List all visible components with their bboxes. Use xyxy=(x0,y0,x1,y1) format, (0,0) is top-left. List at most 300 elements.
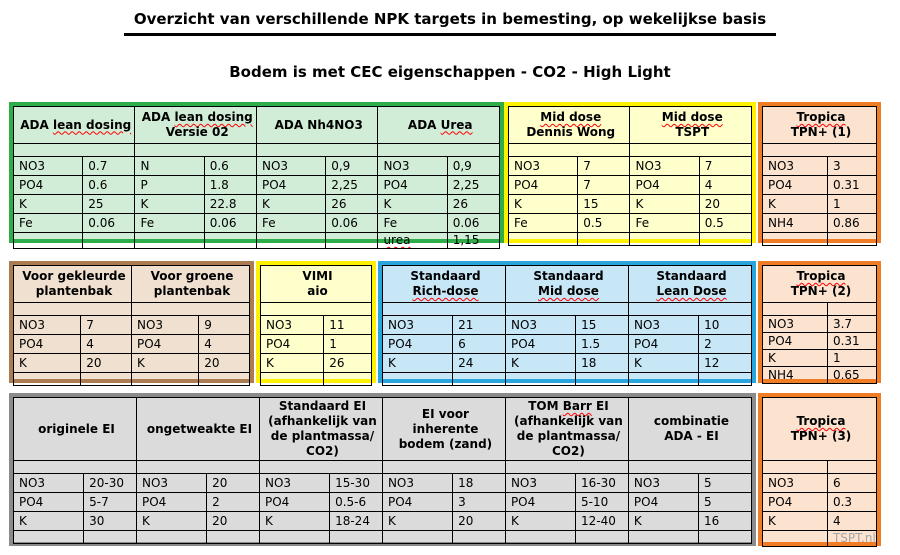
footer-value xyxy=(84,531,137,544)
footer-row xyxy=(14,531,752,544)
param-label: K xyxy=(763,350,828,367)
header-text: Voor gekleurde xyxy=(22,269,126,283)
param-label: K xyxy=(256,195,325,214)
header-row xyxy=(763,398,877,461)
ada-dosing-group xyxy=(9,102,504,247)
footer-row xyxy=(509,233,752,246)
param-value: 11 xyxy=(324,316,372,335)
separator-cell xyxy=(256,144,377,157)
header-text: VIMI xyxy=(302,269,333,283)
footer-value xyxy=(699,531,752,544)
param-value: 20 xyxy=(81,354,132,373)
param-value: 12 xyxy=(699,354,752,373)
table-header-mid-dose-dennis-wong xyxy=(509,107,630,144)
param-value: 15 xyxy=(576,316,629,335)
param-value: 18 xyxy=(576,354,629,373)
footer-value xyxy=(576,531,629,544)
param-label: NO3 xyxy=(14,316,81,335)
separator-cell xyxy=(131,303,249,316)
param-value: 24 xyxy=(453,354,506,373)
header-row xyxy=(763,266,877,303)
header-row xyxy=(763,107,877,144)
header-text: ADA xyxy=(20,117,53,132)
header-text-spellcheck: Mid dose xyxy=(538,284,599,298)
header-text: de plantmassa/ xyxy=(270,429,375,443)
param-value: 20 xyxy=(453,512,506,531)
param-label: NO3 xyxy=(628,316,698,335)
data-row xyxy=(509,214,752,233)
header-text: plantenbak xyxy=(35,284,113,298)
footer-value xyxy=(453,373,506,386)
data-row xyxy=(763,176,877,195)
param-label: NO3 xyxy=(763,157,828,176)
header-text: ADA - EI xyxy=(664,429,719,443)
param-value: 1 xyxy=(827,195,876,214)
footer-value xyxy=(576,373,629,386)
table-header-voor-gekleurde-plantenbak xyxy=(14,266,132,303)
header-text: de plantmassa/ xyxy=(516,429,621,443)
data-row xyxy=(763,474,877,493)
param-label: PO4 xyxy=(14,176,83,195)
param-label: Fe xyxy=(509,214,578,233)
header-text: combinatie xyxy=(653,414,730,428)
vimi-group-table xyxy=(260,265,372,386)
header-text-spellcheck: Barr xyxy=(562,399,592,413)
param-label: K xyxy=(763,195,828,214)
footer-value xyxy=(326,233,378,249)
header-text: (afhankelijk van xyxy=(268,414,377,428)
header-text-spellcheck: Mid dose xyxy=(661,110,723,124)
data-row xyxy=(509,195,752,214)
footer-value xyxy=(578,233,630,246)
footer-label xyxy=(131,373,198,386)
data-row xyxy=(14,195,500,214)
header-text-spellcheck: Tropica xyxy=(796,269,846,283)
param-value: 4 xyxy=(827,512,876,531)
param-value: 0.06 xyxy=(204,214,256,233)
separator-cell xyxy=(630,144,752,157)
param-label: PO4 xyxy=(628,335,698,354)
data-row xyxy=(763,157,877,176)
separator-cell xyxy=(628,461,751,474)
header-row xyxy=(14,398,752,461)
param-value: 3 xyxy=(827,157,876,176)
footer-label xyxy=(259,531,329,544)
param-value: 2 xyxy=(699,335,752,354)
table-header-ada-urea xyxy=(378,107,500,144)
header-text: inherente xyxy=(412,421,479,436)
band-2 xyxy=(9,261,891,383)
separator-cell xyxy=(509,144,630,157)
footer-value xyxy=(324,373,372,386)
table-header-tropica-tpn-3 xyxy=(763,398,877,461)
footer-label xyxy=(256,233,325,249)
separator-row xyxy=(14,303,250,316)
header-text-spellcheck: Tropica xyxy=(796,110,846,124)
table-header-originele-ei xyxy=(14,398,137,461)
data-row xyxy=(763,316,877,333)
param-label: PO4 xyxy=(136,493,206,512)
data-row xyxy=(261,354,372,373)
footer-value xyxy=(81,373,132,386)
footer-label xyxy=(509,233,578,246)
header-text: (afhankelijk van xyxy=(514,414,623,428)
param-label: NH4 xyxy=(763,214,828,233)
param-label: Fe xyxy=(256,214,325,233)
param-value: 7 xyxy=(578,176,630,195)
footer-value: 1,15 xyxy=(447,233,499,249)
param-label: PO4 xyxy=(505,493,575,512)
param-label: K xyxy=(259,512,329,531)
param-value: 18 xyxy=(453,474,506,493)
param-value: 3 xyxy=(453,493,506,512)
header-text: TPN+ (1) xyxy=(790,125,852,139)
separator-cell xyxy=(136,461,259,474)
param-value: 7 xyxy=(81,316,132,335)
param-value: 0,9 xyxy=(447,157,499,176)
header-row xyxy=(14,107,500,144)
param-value: 21 xyxy=(453,316,506,335)
table-header-standaard-mid-dose xyxy=(505,266,628,303)
header-text-spellcheck: Tropica xyxy=(796,414,846,428)
param-label: PO4 xyxy=(378,176,447,195)
param-value: 0.06 xyxy=(326,214,378,233)
data-row xyxy=(261,316,372,335)
param-value: 20 xyxy=(199,354,250,373)
param-label: NO3 xyxy=(256,157,325,176)
table-header-ada-nh4no3 xyxy=(256,107,377,144)
param-value: 0.5 xyxy=(699,214,751,233)
param-label: NO3 xyxy=(382,474,452,493)
separator-cell xyxy=(14,303,132,316)
footer-row xyxy=(14,373,250,386)
param-value: 16 xyxy=(699,512,752,531)
param-value: 25 xyxy=(83,195,135,214)
footer-value xyxy=(83,233,135,249)
header-text: TOM xyxy=(528,399,563,413)
tropica-3-group xyxy=(758,393,881,546)
separator-row xyxy=(763,144,877,157)
separator-cell xyxy=(763,303,828,316)
param-value: 5 xyxy=(699,474,752,493)
param-value: 10 xyxy=(699,316,752,335)
separator-row xyxy=(383,303,752,316)
param-label: PO4 xyxy=(509,176,578,195)
footer-label xyxy=(505,373,575,386)
footer-row xyxy=(14,233,500,249)
tables-area xyxy=(9,102,891,546)
param-value: 0.06 xyxy=(83,214,135,233)
param-value: 30 xyxy=(84,512,137,531)
param-value: 4 xyxy=(199,335,250,354)
table-header-ei-voor-inherente-bodem xyxy=(382,398,505,461)
param-label: NO3 xyxy=(131,316,198,335)
param-value: 16-30 xyxy=(576,474,629,493)
param-label: K xyxy=(14,195,83,214)
separator-cell xyxy=(505,461,628,474)
footer-row xyxy=(763,233,877,246)
footer-row xyxy=(763,531,877,547)
param-value: 3.7 xyxy=(827,316,876,333)
param-value: 15 xyxy=(578,195,630,214)
param-value: 2,25 xyxy=(447,176,499,195)
param-label: PO4 xyxy=(131,335,198,354)
param-value: 2 xyxy=(207,493,260,512)
footer-label xyxy=(628,531,698,544)
header-text: originele EI xyxy=(38,421,115,436)
footer-label xyxy=(628,373,698,386)
ei-group xyxy=(9,393,756,546)
footer-value xyxy=(699,373,752,386)
table-header-ongetweakte-ei xyxy=(136,398,259,461)
header-text: TSPT xyxy=(675,125,710,139)
table-header-standaard-rich-dose xyxy=(383,266,506,303)
param-label: PO4 xyxy=(383,335,453,354)
header-text: Versie 02 xyxy=(165,125,229,139)
footer-label xyxy=(14,531,84,544)
footer-label xyxy=(135,233,204,249)
param-value: 26 xyxy=(324,354,372,373)
data-row xyxy=(383,316,752,335)
footer-label xyxy=(763,233,828,246)
data-row xyxy=(14,512,752,531)
footer-label xyxy=(261,373,324,386)
header-text: ongetweakte EI xyxy=(146,421,253,436)
separator-row xyxy=(14,461,752,474)
header-text: Dennis Wong xyxy=(526,125,616,139)
param-value: 0.65 xyxy=(827,367,876,384)
footer-label xyxy=(763,531,828,547)
footer-row xyxy=(383,373,752,386)
footer-value xyxy=(453,531,506,544)
param-value: 4 xyxy=(81,335,132,354)
param-label: PO4 xyxy=(382,493,452,512)
header-text-spellcheck: Rich-dose xyxy=(412,284,479,298)
footer-label xyxy=(630,233,699,246)
data-row xyxy=(509,157,752,176)
separator-row xyxy=(509,144,752,157)
param-label: K xyxy=(261,354,324,373)
table-header-standaard-lean-dose xyxy=(628,266,751,303)
data-row xyxy=(509,176,752,195)
separator-row xyxy=(763,303,877,316)
separator-cell xyxy=(261,303,372,316)
param-value: 6 xyxy=(827,474,876,493)
header-text: Standaard xyxy=(410,269,481,283)
title-wrap xyxy=(9,8,891,36)
header-row xyxy=(14,266,250,303)
param-value: 0.3 xyxy=(827,493,876,512)
param-label: PO4 xyxy=(14,493,84,512)
param-label: NO3 xyxy=(14,474,84,493)
data-row xyxy=(383,354,752,373)
param-value: 7 xyxy=(578,157,630,176)
data-row xyxy=(763,350,877,367)
param-label: PO4 xyxy=(763,493,828,512)
ada-dosing-group-table xyxy=(13,106,500,249)
table-header-mid-dose-tspt xyxy=(630,107,752,144)
tropica-2-group-table xyxy=(762,265,877,384)
separator-row xyxy=(261,303,372,316)
param-label: K xyxy=(131,354,198,373)
param-value: 1 xyxy=(324,335,372,354)
header-text-spellcheck: Urea xyxy=(440,117,473,132)
param-value: 0.6 xyxy=(204,157,256,176)
param-label: PO4 xyxy=(763,176,828,195)
param-label: PO4 xyxy=(763,333,828,350)
header-text: Voor groene xyxy=(150,269,234,283)
table-header-standaard-ei xyxy=(259,398,382,461)
header-text: CO2) xyxy=(306,444,339,458)
standaard-group-table xyxy=(382,265,752,386)
param-value: 5-10 xyxy=(576,493,629,512)
param-label: PO4 xyxy=(259,493,329,512)
footer-label xyxy=(383,373,453,386)
param-value: 0,9 xyxy=(326,157,378,176)
watermark-text: TSPT.nl xyxy=(827,531,876,547)
data-row xyxy=(763,367,877,384)
param-label: PO4 xyxy=(14,335,81,354)
footer-label xyxy=(14,373,81,386)
header-text: ADA Nh4NO3 xyxy=(274,117,363,132)
param-label: Fe xyxy=(378,214,447,233)
separator-cell xyxy=(827,461,876,474)
param-label: K xyxy=(14,512,84,531)
vimi-group xyxy=(256,261,376,383)
param-value: 0.31 xyxy=(827,333,876,350)
mid-dose-group-table xyxy=(508,106,752,246)
header-text-spellcheck: lean dosing xyxy=(174,110,253,124)
param-label: K xyxy=(136,512,206,531)
header-text: Standaard xyxy=(533,269,604,283)
param-value: 6 xyxy=(453,335,506,354)
tropica-3-group-table xyxy=(762,397,877,547)
table-header-tropica-tpn-2 xyxy=(763,266,877,303)
param-label: NO3 xyxy=(505,316,575,335)
footer-label xyxy=(136,531,206,544)
separator-cell xyxy=(763,461,828,474)
page-subtitle: Bodem is met CEC eigenschappen - CO2 - High Light xyxy=(229,63,671,81)
param-value: 18-24 xyxy=(330,512,383,531)
param-label: NO3 xyxy=(136,474,206,493)
header-text: ADA xyxy=(141,110,175,124)
param-label: K xyxy=(378,195,447,214)
param-label: K xyxy=(505,354,575,373)
mid-dose-group xyxy=(504,102,756,243)
param-label: P xyxy=(135,176,204,195)
footer-value xyxy=(207,531,260,544)
param-value: 5-7 xyxy=(84,493,137,512)
header-text: TPN+ (3) xyxy=(790,429,852,443)
param-label: NO3 xyxy=(259,474,329,493)
separator-row xyxy=(763,461,877,474)
header-text-spellcheck: lean dosing xyxy=(52,117,132,132)
header-text: Standaard EI xyxy=(278,399,367,413)
param-label: N xyxy=(135,157,204,176)
plantenbak-group xyxy=(9,261,254,383)
separator-cell xyxy=(383,303,506,316)
header-text-spellcheck: Mid dose xyxy=(540,110,602,124)
data-row xyxy=(261,335,372,354)
param-label: NO3 xyxy=(261,316,324,335)
param-label: K xyxy=(505,512,575,531)
param-value: 20-30 xyxy=(84,474,137,493)
plantenbak-group-table xyxy=(13,265,250,386)
param-label: K xyxy=(509,195,578,214)
separator-cell xyxy=(14,461,137,474)
header-row xyxy=(509,107,752,144)
param-value: 0.5 xyxy=(578,214,630,233)
param-label: Fe xyxy=(630,214,699,233)
data-row xyxy=(763,512,877,531)
footer-value xyxy=(827,233,876,246)
footer-row xyxy=(261,373,372,386)
param-label: NO3 xyxy=(505,474,575,493)
data-row xyxy=(14,335,250,354)
table-header-vimi-aio xyxy=(261,266,372,303)
param-label: K xyxy=(14,354,81,373)
table-header-ada-lean-dosing xyxy=(14,107,135,144)
separator-cell xyxy=(14,144,135,157)
param-label: PO4 xyxy=(256,176,325,195)
table-header-tom-barr-ei xyxy=(505,398,628,461)
param-label: NO3 xyxy=(378,157,447,176)
param-value: 1 xyxy=(827,350,876,367)
separator-cell xyxy=(827,303,876,316)
param-value: 20 xyxy=(207,474,260,493)
data-row xyxy=(763,195,877,214)
param-value: 2,25 xyxy=(326,176,378,195)
param-label: K xyxy=(383,354,453,373)
param-value: 0.7 xyxy=(83,157,135,176)
param-label: K xyxy=(135,195,204,214)
param-label: NO3 xyxy=(14,157,83,176)
tropica-1-group xyxy=(758,102,881,243)
param-value: 1.5 xyxy=(576,335,629,354)
header-text: TPN+ (2) xyxy=(790,284,852,298)
data-row xyxy=(763,493,877,512)
param-value: 26 xyxy=(447,195,499,214)
header-text: ADA xyxy=(407,117,441,132)
header-text: EI voor xyxy=(421,406,469,421)
table-header-tropica-tpn-1 xyxy=(763,107,877,144)
param-label: NH4 xyxy=(763,367,828,384)
param-value: 0.86 xyxy=(827,214,876,233)
tropica-1-group-table xyxy=(762,106,877,246)
footer-value xyxy=(699,233,751,246)
param-value: 5 xyxy=(699,493,752,512)
table-header-combinatie-ada-ei xyxy=(628,398,751,461)
separator-cell xyxy=(505,303,628,316)
header-row xyxy=(261,266,372,303)
data-row xyxy=(14,493,752,512)
separator-cell xyxy=(259,461,382,474)
header-row xyxy=(383,266,752,303)
param-label: K xyxy=(628,354,698,373)
param-value: 12-40 xyxy=(576,512,629,531)
param-value: 1.8 xyxy=(204,176,256,195)
footer-value xyxy=(330,531,383,544)
separator-row xyxy=(14,144,500,157)
header-text: Standaard xyxy=(656,269,727,283)
data-row xyxy=(14,214,500,233)
param-label: PO4 xyxy=(505,335,575,354)
param-label: PO4 xyxy=(630,176,699,195)
data-row xyxy=(763,214,877,233)
header-text: EI xyxy=(591,399,609,413)
separator-cell xyxy=(135,144,256,157)
header-text: aio xyxy=(307,284,328,298)
